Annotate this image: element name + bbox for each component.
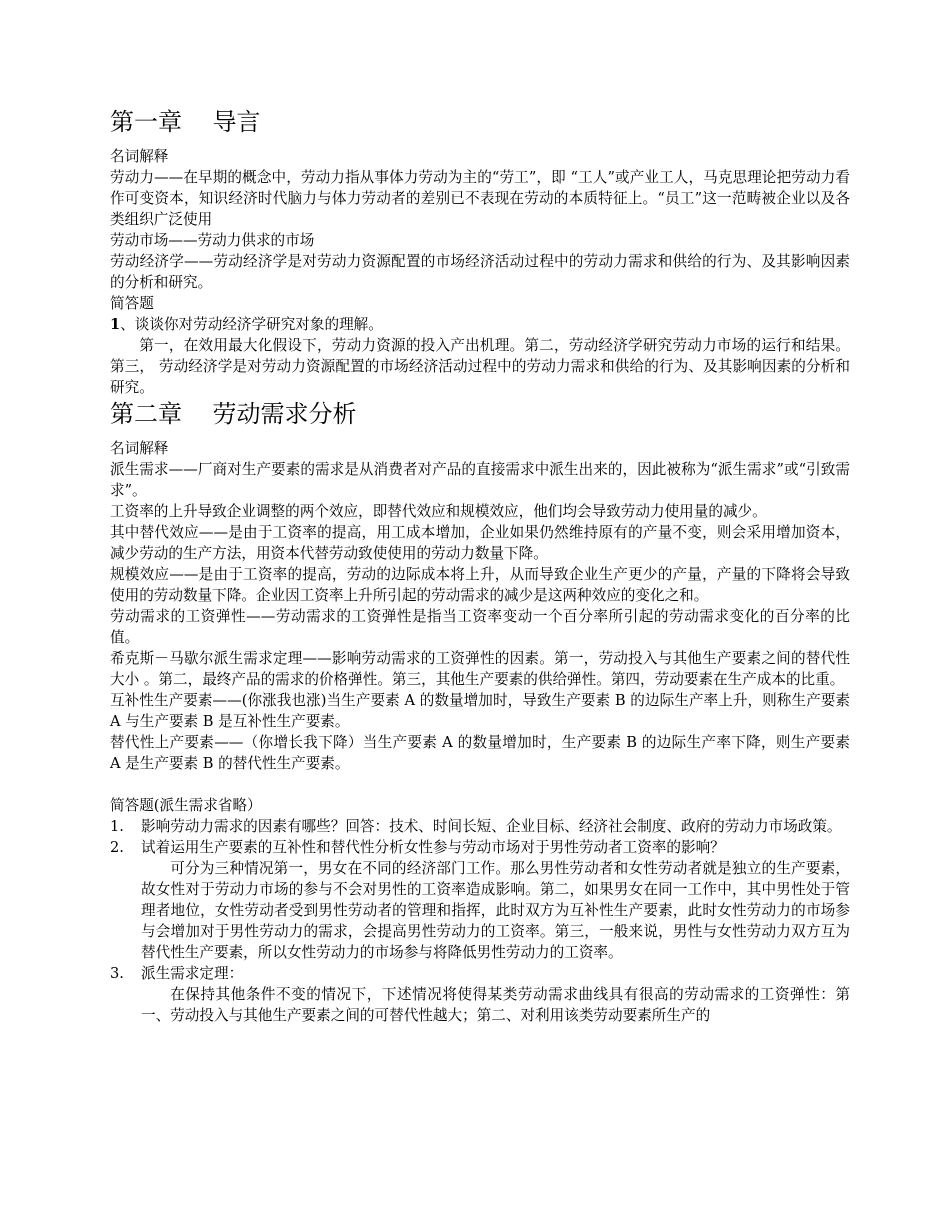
term-labor-force: 劳动力——在早期的概念中，劳动力指从事体力劳动为主的“劳工”，即 “工人”或产业工人，马克思理论把劳动力看作可变资本，知识经济时代脑力与体力劳动者的差别已不表现在劳动的本质特征上。“员工”这一范畴被企业以及各类组织广泛使用 bbox=[110, 169, 850, 228]
ch1-qa-heading: 简答题 bbox=[110, 295, 154, 312]
ch1-answer-1: 第一，在效用最大化假设下，劳动力资源的投入产出机理。第二，劳动经济学研究劳动力市场的运行和结果。第三， 劳动经济学是对劳动力资源配置的市场经济活动过程中的劳动力需求和供给的行为、及其影响因素的分析和研究。 bbox=[110, 337, 850, 396]
wage-elasticity: 劳动需求的工资弹性——劳动需求的工资弹性是指当工资率变动一个百分率所引起的劳动需求变化的百分率的比值。 bbox=[110, 608, 850, 646]
answer-text: 在保持其他条件不变的情况下，下述情况将使得某类劳动需求曲线具有很高的劳动需求的工资弹性：第一、劳动投入与其他生产要素之间的可替代性越大；第二、对利用该类劳动要素所生产的 bbox=[141, 986, 850, 1024]
question-list bbox=[110, 816, 850, 1026]
question-text: 试着运用生产要素的互补性和替代性分析女性参与劳动市场对于男性劳动者工资率的影响？ bbox=[141, 839, 725, 856]
term-labor-economics: 劳动经济学——劳动经济学是对劳动力资源配置的市场经济活动过程中的劳动力需求和供给的行为、及其影响因素的分析和研究。 bbox=[110, 253, 850, 291]
chapter-2-title: 第二章 劳动需求分析 bbox=[110, 400, 357, 428]
list-item bbox=[110, 816, 850, 837]
question-number: 2. bbox=[110, 839, 124, 856]
substitute-factors: 替代性上产要素——（你增长我下降）当生产要素 A 的数量增加时，生产要素 B 的边际生产率下降，则生产要素 A 是生产要素 B 的替代性生产要素。 bbox=[110, 734, 850, 772]
wage-rate-effects: 工资率的上升导致企业调整的两个效应，即替代效应和规模效应，他们均会导致劳动力使用量的减少。 bbox=[110, 503, 767, 520]
document-page bbox=[110, 106, 850, 1026]
complementary-factors: 互补性生产要素——(你涨我也涨)当生产要素 A 的数量增加时，导致生产要素 B 的边际生产率上升，则称生产要素 A 与生产要素 B 是互补性生产要素。 bbox=[110, 692, 850, 730]
chapter-1-title: 第一章 导言 bbox=[110, 108, 261, 136]
question-text: 影响劳动力需求的因素有哪些？回答：技术、时间长短、企业目标、经济社会制度、政府的劳动力市场政策。 bbox=[141, 818, 842, 835]
question-number: 1. bbox=[110, 818, 124, 835]
question-number: 1 bbox=[110, 316, 121, 333]
ch2-terms-heading: 名词解释 bbox=[110, 440, 169, 457]
hicks-marshall-theorem: 希克斯－马歇尔派生需求定理——影响劳动需求的工资弹性的因素。第一，劳动投入与其他生产要素之间的替代性大小 。第二，最终产品的需求的价格弹性。第三，其他生产要素的供给弹性。第四，劳动要素在生产成本的比重。 bbox=[110, 650, 850, 688]
ch2-qa-heading: 简答题(派生需求省略） bbox=[110, 797, 262, 814]
question-text: 、谈谈你对劳动经济学研究对象的理解。 bbox=[120, 316, 383, 333]
ch1-question-1 bbox=[110, 314, 850, 335]
substitution-effect: 其中替代效应——是由于工资率的提高，用工成本增加，企业如果仍然维持原有的产量不变，则会采用增加资本，减少劳动的生产方法，用资本代替劳动致使使用的劳动力数量下降。 bbox=[110, 524, 850, 562]
term-labor-market: 劳动市场——劳动力供求的市场 bbox=[110, 232, 315, 249]
list-item bbox=[110, 837, 850, 963]
ch1-terms-heading: 名词解释 bbox=[110, 148, 169, 165]
question-number: 3. bbox=[110, 965, 124, 982]
blank-line bbox=[110, 774, 850, 795]
answer-text: 可分为三种情况第一，男女在不同的经济部门工作。那么男性劳动者和女性劳动者就是独立的生产要素，故女性对于劳动力市场的参与不会对男性的工资率造成影响。第二，如果男女在同一工作中，其中男性处于管理者地位，女性劳动者受到男性劳动者的管理和指挥，此时双方为互补性生产要素，此时女性劳动力的市场参与会增加对于男性劳动力的需求，会提高男性劳动力的工资率。第三，一般来说，男性与女性劳动力双方互为替代性生产要素，所以女性劳动力的市场参与将降低男性劳动力的工资率。 bbox=[141, 860, 850, 961]
question-text: 派生需求定理： bbox=[141, 965, 244, 982]
scale-effect: 规模效应——是由于工资率的提高，劳动的边际成本将上升，从而导致企业生产更少的产量，产量的下降将会导致使用的劳动数量下降。企业因工资率上升所引起的劳动需求的减少是这两种效应的变化之和。 bbox=[110, 566, 850, 604]
list-item bbox=[110, 963, 850, 1026]
term-derived-demand: 派生需求——厂商对生产要素的需求是从消费者对产品的直接需求中派生出来的，因此被称为“派生需求”或“引致需求”。 bbox=[110, 461, 850, 499]
